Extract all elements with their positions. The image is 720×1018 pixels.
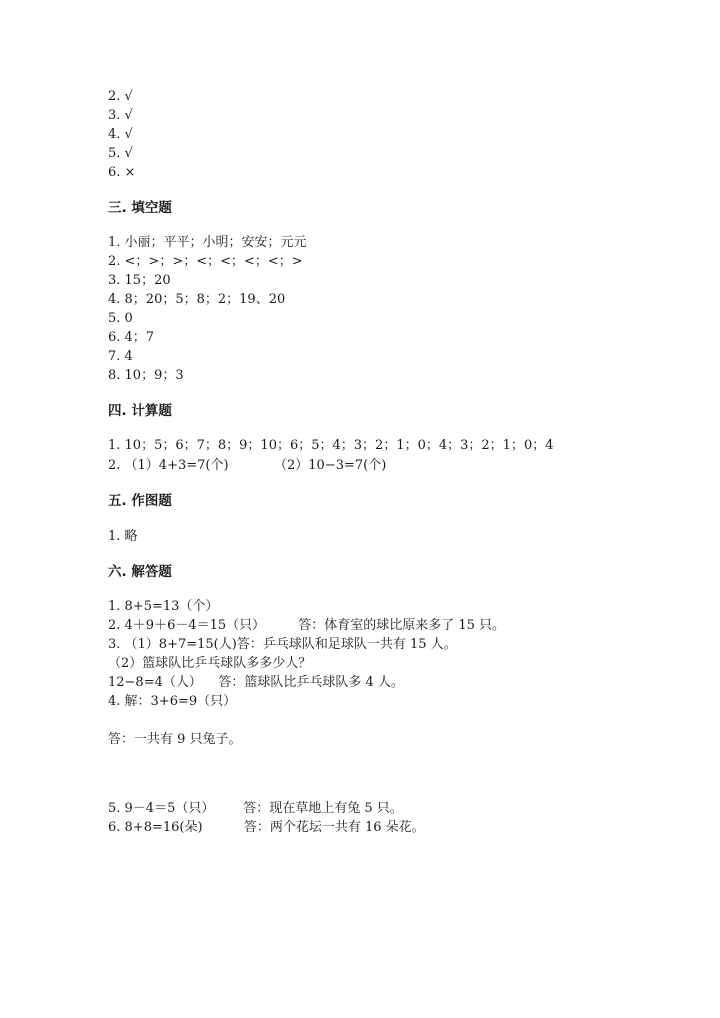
drawing-answer-1: 1. 略 bbox=[108, 529, 138, 544]
calculation-answer-1: 1. 10；5；6；7；8；9；10；6；5；4；3；2；1；0；4；3；2；1；0；4 bbox=[108, 438, 554, 453]
fill-in-answer-3: 3. 15；20 bbox=[108, 273, 171, 288]
fill-in-answer-7: 7. 4 bbox=[108, 349, 133, 364]
word-problem-answer-4-conclusion: 答：一共有 9 只兔子。 bbox=[108, 732, 242, 747]
section-heading-word-problems: 六. 解答题 bbox=[108, 564, 172, 580]
fill-in-answer-1: 1. 小丽；平平；小明；安安；元元 bbox=[108, 235, 307, 250]
judge-answer-2: 2. √ bbox=[108, 89, 133, 104]
fill-in-answer-2: 2. <；>；>；<；<；<；<；> bbox=[108, 254, 303, 269]
word-problem-answer-6: 6. 8+8=16(朵) 答：两个花坛一共有 16 朵花。 bbox=[108, 820, 425, 835]
section-heading-fill-in: 三. 填空题 bbox=[108, 200, 172, 216]
word-problem-answer-3: 3. （1）8+7=15(人)答：乒乓球队和足球队一共有 15 人。 bbox=[108, 637, 457, 652]
word-problem-answer-5: 5. 9－4＝5（只） 答：现在草地上有兔 5 只。 bbox=[108, 801, 403, 816]
word-problem-answer-3-solution: 12−8=4（人） 答：篮球队比乒乓球队多 4 人。 bbox=[108, 675, 404, 690]
judge-answer-4: 4. √ bbox=[108, 127, 133, 142]
word-problem-answer-4: 4. 解：3+6=9（只） bbox=[108, 694, 237, 709]
fill-in-answer-6: 6. 4；7 bbox=[108, 330, 155, 345]
word-problem-answer-2: 2. 4＋9＋6－4＝15（只） 答：体育室的球比原来多了 15 只。 bbox=[108, 618, 506, 633]
judge-answer-3: 3. √ bbox=[108, 108, 133, 123]
fill-in-answer-8: 8. 10；9；3 bbox=[108, 368, 184, 383]
judge-answer-5: 5. √ bbox=[108, 146, 133, 161]
fill-in-answer-5: 5. 0 bbox=[108, 311, 133, 326]
section-heading-calculation: 四. 计算题 bbox=[108, 403, 172, 419]
judge-answer-6: 6. × bbox=[108, 165, 136, 180]
calculation-answer-2: 2. （1）4+3=7(个) （2）10−3=7(个) bbox=[108, 458, 387, 473]
word-problem-answer-1: 1. 8+5=13（个） bbox=[108, 599, 219, 614]
fill-in-answer-4: 4. 8；20；5；8；2；19、20 bbox=[108, 292, 286, 307]
word-problem-answer-3-question: （2）篮球队比乒乓球队多多少人？ bbox=[108, 656, 312, 671]
section-heading-drawing: 五. 作图题 bbox=[108, 493, 172, 509]
